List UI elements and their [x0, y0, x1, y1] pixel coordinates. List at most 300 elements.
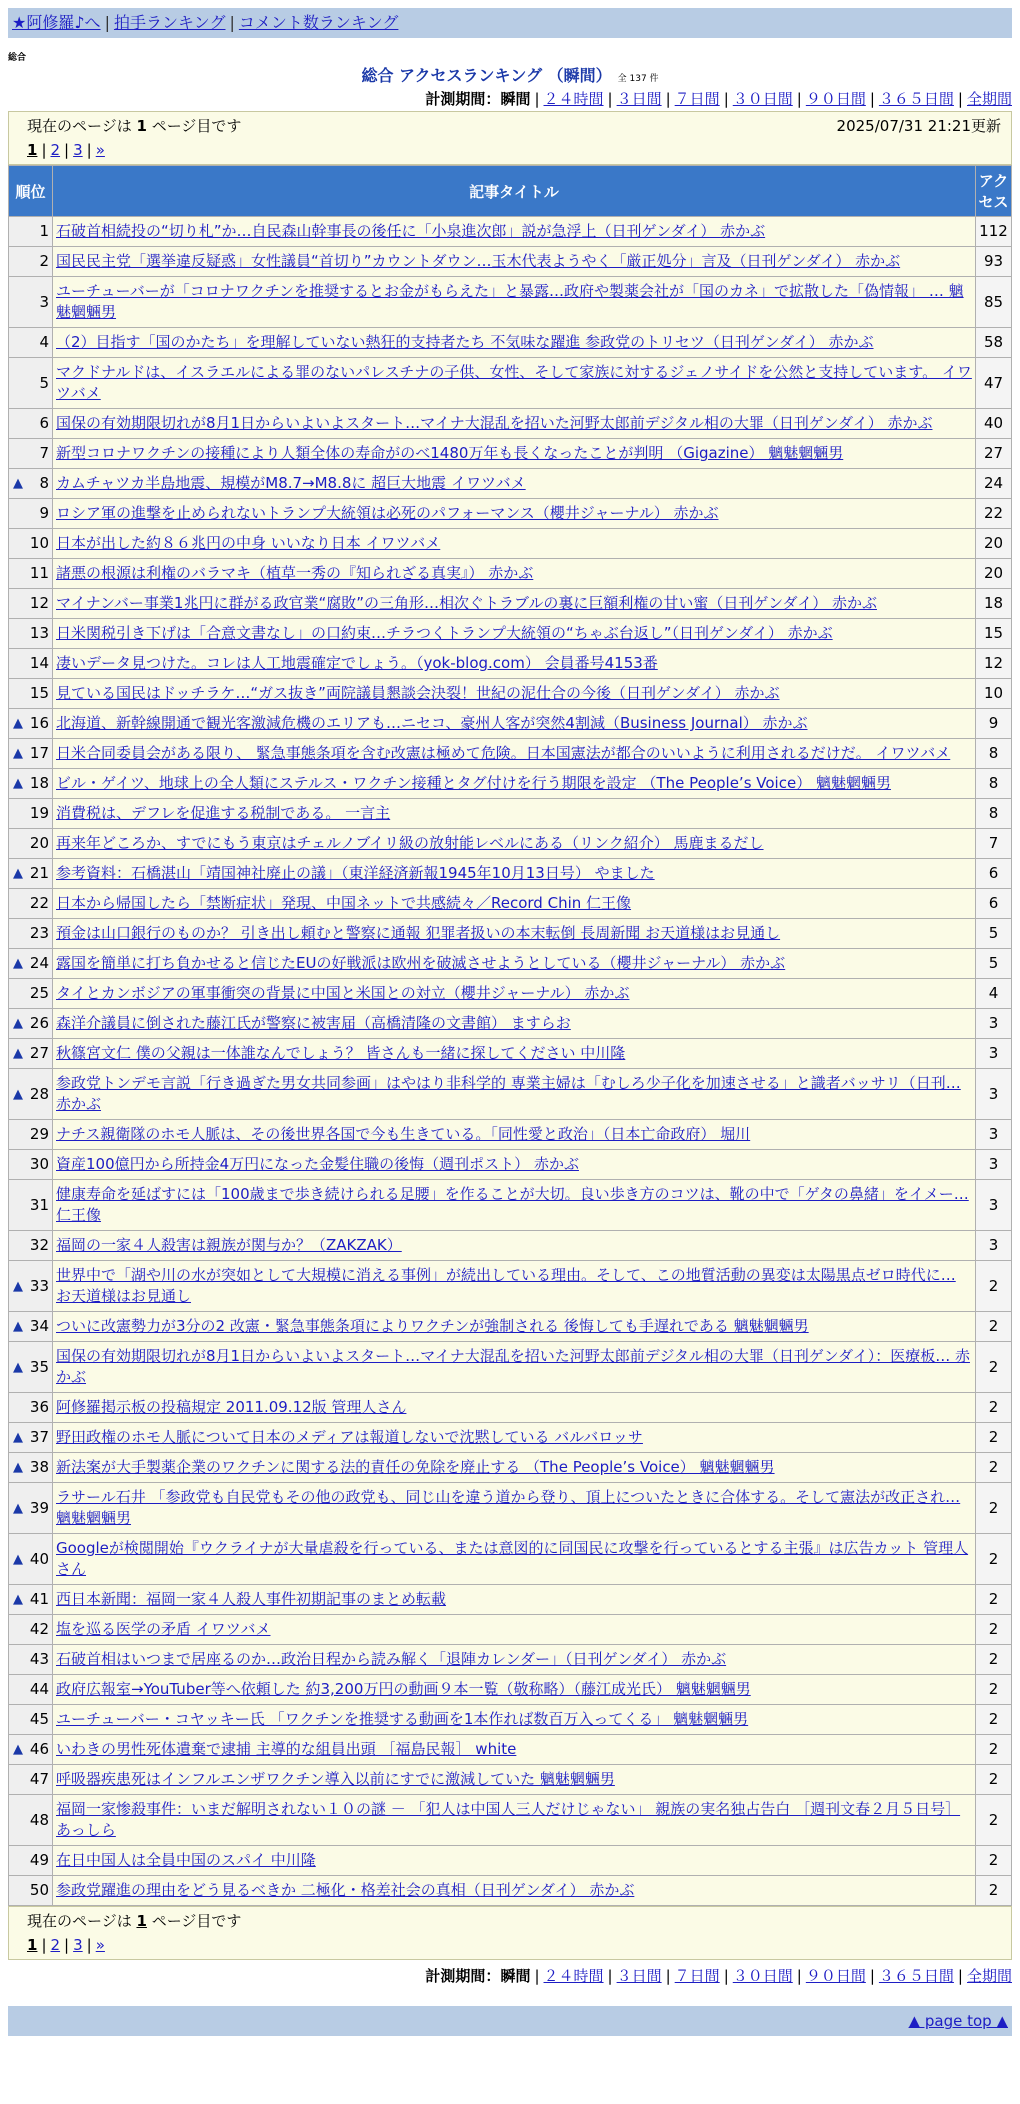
access-count: 24 — [976, 469, 1012, 499]
rank-number: 33 — [29, 1276, 49, 1295]
rank-cell — [9, 1585, 53, 1615]
article-link[interactable]: ビル・ゲイツ、地球上の全人類にステルス・ワクチン接種とタグ付けを行う期限を設定 （The People’s Voice） 魑魅魍魎男 — [56, 774, 891, 792]
rank-cell — [9, 1039, 53, 1069]
next-page-link[interactable]: » — [95, 1936, 105, 1954]
rank-cell — [9, 799, 53, 829]
table-row — [9, 739, 1012, 769]
article-link[interactable]: 参政党躍進の理由をどう見るべきか 二極化・格差社会の真相（日刊ゲンダイ） 赤かぶ — [56, 1881, 635, 1899]
current-page-number: 1 — [27, 141, 38, 159]
title-cell — [53, 709, 976, 739]
table-row — [9, 1735, 1012, 1765]
access-count: 7 — [976, 829, 1012, 859]
arrow-up-icon: ▲ — [13, 866, 23, 881]
period-separator: | — [869, 1967, 875, 1985]
period-option-link[interactable]: 全期間 — [966, 90, 1012, 108]
rank-cell — [9, 1009, 53, 1039]
page-separator: | — [64, 141, 70, 159]
rank-cell — [9, 709, 53, 739]
period-current: 瞬間 — [500, 1967, 531, 1985]
period-option-link[interactable]: ７日間 — [674, 1967, 720, 1985]
access-count: 40 — [976, 409, 1012, 439]
article-link[interactable]: 露国を簡単に打ち負かせると信じたEUの好戦派は欧州を破滅させようとしている（櫻井ジャーナル） 赤かぶ — [56, 954, 786, 972]
access-count: 8 — [976, 799, 1012, 829]
title-cell — [53, 1846, 976, 1876]
period-separator: | — [796, 1967, 802, 1985]
article-link[interactable]: 見ている国民はドッチラケ…“ガス抜き”両院議員懇談会決裂！世紀の泥仕合の今後（日刊ゲンダイ） 赤かぶ — [56, 684, 780, 702]
period-option-link[interactable]: ３０日間 — [732, 90, 793, 108]
period-option-link[interactable]: ２４時間 — [543, 90, 604, 108]
category-label: 総合 — [8, 53, 27, 63]
title-cell — [53, 1069, 976, 1120]
access-count: 20 — [976, 529, 1012, 559]
arrow-up-icon: ▲ — [13, 1046, 23, 1061]
table-row — [9, 1795, 1012, 1846]
access-count: 2 — [976, 1846, 1012, 1876]
next-page-link[interactable]: » — [95, 141, 105, 159]
access-count: 4 — [976, 979, 1012, 1009]
rank-number: 7 — [39, 444, 49, 462]
rank-cell — [9, 358, 53, 409]
title-cell — [53, 1393, 976, 1423]
article-link[interactable]: 健康寿命を延ばすには「100歳まで歩き続けられる足腰」を作ることが大切。良い歩き方のコツは、靴の中で「ゲタの鼻緒」をイメー… 仁王像 — [56, 1185, 969, 1224]
title-cell — [53, 1312, 976, 1342]
title-cell — [53, 1039, 976, 1069]
period-separator: | — [607, 90, 613, 108]
title-cell — [53, 829, 976, 859]
article-link[interactable]: タイとカンボジアの軍事衝突の背景に中国と米国との対立（櫻井ジャーナル） 赤かぶ — [56, 984, 630, 1002]
table-row — [9, 919, 1012, 949]
comment-ranking-link[interactable]: コメント数ランキング — [238, 13, 399, 32]
access-count: 3 — [976, 1069, 1012, 1120]
access-count: 2 — [976, 1534, 1012, 1585]
arrow-up-icon: ▲ — [13, 956, 23, 971]
article-link[interactable]: マイナンバー事業1兆円に群がる政官業“腐敗”の三角形…相次ぐトラブルの裏に巨額利権の甘い蜜（日刊ゲンダイ） 赤かぶ — [56, 594, 877, 612]
arrow-up-icon: ▲ — [13, 1359, 23, 1375]
period-option-link[interactable]: 全期間 — [966, 1967, 1012, 1985]
title-cell — [53, 409, 976, 439]
table-row — [9, 1261, 1012, 1312]
rank-number: 46 — [29, 1740, 49, 1758]
rank-number: 43 — [29, 1650, 49, 1668]
page-title-text: 総合 アクセスランキング （瞬間） — [361, 66, 612, 85]
table-row — [9, 1150, 1012, 1180]
rank-number: 23 — [29, 924, 49, 942]
title-cell — [53, 1534, 976, 1585]
table-row — [9, 217, 1012, 247]
clap-ranking-link[interactable]: 拍手ランキング — [113, 13, 226, 32]
rank-number: 20 — [29, 834, 49, 852]
table-row — [9, 1876, 1012, 1906]
rank-number: 29 — [29, 1125, 49, 1143]
access-count: 2 — [976, 1312, 1012, 1342]
rank-number: 36 — [29, 1398, 49, 1416]
title-cell — [53, 889, 976, 919]
period-option-link[interactable]: ３日間 — [616, 1967, 662, 1985]
updated-time: 2025/07/31 21:21更新 — [836, 117, 1001, 135]
table-row — [9, 277, 1012, 328]
table-row — [9, 1645, 1012, 1675]
period-separator: | — [796, 90, 802, 108]
page-separator: | — [64, 1936, 70, 1954]
article-link[interactable]: 福岡一家惨殺事件：いまだ解明されない１０の謎 － 「犯人は中国人三人だけじゃない」 親族の実名独占告白 ［週刊文春２月５日号］ あっしら — [56, 1800, 961, 1839]
table-row — [9, 1765, 1012, 1795]
title-cell — [53, 649, 976, 679]
table-row — [9, 979, 1012, 1009]
title-cell — [53, 589, 976, 619]
article-link[interactable]: ユーチューバー・コヤッキー氏 「ワクチンを推奨する動画を1本作れば数百万入ってくる」 魑魅魍魎男 — [56, 1710, 749, 1728]
rank-number: 40 — [29, 1549, 49, 1568]
article-link[interactable]: ロシア軍の進撃を止められないトランプ大統領は必死のパフォーマンス（櫻井ジャーナル） 赤かぶ — [56, 504, 719, 522]
rank-number: 18 — [29, 774, 49, 792]
page-link[interactable]: 2 — [50, 1936, 61, 1954]
rank-number: 24 — [29, 954, 49, 972]
rank-cell — [9, 1675, 53, 1705]
rank-number: 37 — [29, 1428, 49, 1446]
rank-number: 45 — [29, 1710, 49, 1728]
rank-cell — [9, 829, 53, 859]
rank-cell — [9, 1180, 53, 1231]
table-row — [9, 859, 1012, 889]
period-separator: | — [665, 1967, 671, 1985]
table-row — [9, 1342, 1012, 1393]
article-link[interactable]: （2）目指す「国のかたち」を理解していない熱狂的支持者たち 不気味な躍進 参政党のトリセツ（日刊ゲンダイ） 赤かぶ — [56, 333, 874, 351]
title-cell — [53, 1675, 976, 1705]
title-cell — [53, 469, 976, 499]
table-row — [9, 1585, 1012, 1615]
pagination — [27, 1933, 1001, 1957]
page-link[interactable]: 3 — [73, 1936, 83, 1954]
rank-cell — [9, 1342, 53, 1393]
access-count: 3 — [976, 1231, 1012, 1261]
title-cell — [53, 358, 976, 409]
access-count: 2 — [976, 1765, 1012, 1795]
article-link[interactable]: 諸悪の根源は利権のバラマキ（植草一秀の『知られざる真実』） 赤かぶ — [56, 564, 534, 582]
title-header: 記事タイトル — [53, 166, 976, 217]
period-separator: | — [869, 90, 875, 108]
rank-cell — [9, 247, 53, 277]
rank-number: 41 — [29, 1590, 49, 1608]
article-link[interactable]: 北海道、新幹線開通で観光客激減危機のエリアも…ニセコ、豪州人客が突然4割減（Business Journal） 赤かぶ — [56, 714, 808, 732]
rank-cell — [9, 679, 53, 709]
rank-number: 1 — [39, 222, 49, 240]
title-cell — [53, 949, 976, 979]
rank-cell — [9, 1312, 53, 1342]
rank-number: 12 — [29, 594, 49, 612]
table-row — [9, 247, 1012, 277]
table-row — [9, 1615, 1012, 1645]
article-link[interactable]: 在日中国人は全員中国のスパイ 中川隆 — [56, 1851, 316, 1869]
rank-number: 3 — [39, 292, 49, 311]
rank-number: 32 — [29, 1236, 49, 1254]
table-row — [9, 409, 1012, 439]
page-link[interactable]: 2 — [50, 141, 61, 159]
rank-cell — [9, 1615, 53, 1645]
access-count: 2 — [976, 1615, 1012, 1645]
rank-number: 39 — [29, 1498, 49, 1517]
article-link[interactable]: ラサール石井 「参政党も自民党もその他の政党も、同じ山を違う道から登り、頂上についたときに合体する。そして憲法が改正され… 魑魅魍魎男 — [56, 1488, 961, 1527]
table-row — [9, 1534, 1012, 1585]
article-link[interactable]: 凄いデータ見つけた。コレは人工地震確定でしょう。（yok-blog.com） 会員番号4153番 — [56, 654, 658, 672]
title-cell — [53, 1150, 976, 1180]
article-link[interactable]: 消費税は、デフレを促進する税制である。 一言主 — [56, 804, 391, 822]
period-separator: | — [534, 90, 540, 108]
period-label: 計測期間： — [425, 1967, 501, 1985]
title-cell — [53, 979, 976, 1009]
arrow-up-icon: ▲ — [13, 746, 23, 761]
access-count: 10 — [976, 679, 1012, 709]
nav-separator: | — [104, 13, 110, 32]
rank-cell — [9, 1876, 53, 1906]
rank-number: 2 — [39, 252, 49, 270]
title-cell — [53, 1342, 976, 1393]
access-count: 3 — [976, 1180, 1012, 1231]
access-count: 8 — [976, 769, 1012, 799]
rank-cell — [9, 919, 53, 949]
article-link[interactable]: 新型コロナワクチンの接種により人類全体の寿命がのべ1480万年も長くなったことが判明 （Gigazine） 魑魅魍魎男 — [56, 444, 844, 462]
article-link[interactable]: 野田政権のホモ人脈について日本のメディアは報道しないで沈黙している バルバロッサ — [56, 1428, 643, 1446]
table-row — [9, 1675, 1012, 1705]
rank-cell — [9, 409, 53, 439]
table-row — [9, 889, 1012, 919]
access-count: 2 — [976, 1483, 1012, 1534]
period-option-link[interactable]: ２４時間 — [543, 1967, 604, 1985]
article-link[interactable]: 日米関税引き下げは「合意文書なし」の口約束…チラつくトランプ大統領の“ちゃぶ台返し”（日刊ゲンダイ） 赤かぶ — [56, 624, 833, 642]
rank-number: 17 — [29, 744, 49, 762]
access-count: 27 — [976, 439, 1012, 469]
article-link[interactable]: 日本が出した約８６兆円の中身 いいなり日本 イワツバメ — [56, 534, 441, 552]
article-link[interactable]: 新法案が大手製薬企業のワクチンに関する法的責任の免除を廃止する （The People’s Voice） 魑魅魍魎男 — [56, 1458, 775, 1476]
article-link[interactable]: Googleが検閲開始『ウクライナが大量虐殺を行っている、または意図的に同国民に攻撃を行っているとする主張』は広告カット 管理人さん — [56, 1539, 969, 1578]
rank-number: 22 — [29, 894, 49, 912]
rank-number: 21 — [29, 864, 49, 882]
period-separator: | — [534, 1967, 540, 1985]
article-link[interactable]: 呼吸器疾患死はインフルエンザワクチン導入以前にすでに激減していた 魑魅魍魎男 — [56, 1770, 615, 1788]
arrow-up-icon: ▲ — [13, 1592, 23, 1607]
rank-number: 30 — [29, 1155, 49, 1173]
access-count: 2 — [976, 1675, 1012, 1705]
period-selector — [0, 87, 1020, 111]
rank-number: 25 — [29, 984, 49, 1002]
table-row — [9, 769, 1012, 799]
title-cell — [53, 1735, 976, 1765]
article-link[interactable]: 預金は山口銀行のものか？ 引き出し頼むと警察に通報 犯罪者扱いの本末転倒 長周新聞 お天道様はお見通し — [56, 924, 781, 942]
article-link[interactable]: 福岡の一家４人殺害は親族が関与か？（ZAKZAK） — [56, 1236, 402, 1254]
page-separator: | — [86, 1936, 92, 1954]
table-row — [9, 619, 1012, 649]
arrow-up-icon: ▲ — [13, 1278, 23, 1294]
title-cell — [53, 529, 976, 559]
page-top-link[interactable]: ▲ page top ▲ — [908, 2012, 1008, 2030]
article-link[interactable]: マクドナルドは、イスラエルによる罪のないパレスチナの子供、女性、そして家族に対するジェノサイドを公然と支持しています。 イワツバメ — [56, 363, 972, 402]
rank-cell — [9, 1069, 53, 1120]
page-separator: | — [41, 1936, 47, 1954]
table-row — [9, 1009, 1012, 1039]
article-link[interactable]: 国民民主党「選挙違反疑惑」女性議員“首切り”カウントダウン…玉木代表ようやく「厳正処分」言及（日刊ゲンダイ） 赤かぶ — [56, 252, 901, 270]
table-row — [9, 1846, 1012, 1876]
article-link[interactable]: 西日本新聞：福岡一家４人殺人事件初期記事のまとめ転載 — [56, 1590, 447, 1608]
rank-cell — [9, 1534, 53, 1585]
rank-cell — [9, 1423, 53, 1453]
rank-cell — [9, 1795, 53, 1846]
pager-box-bottom — [8, 1906, 1012, 1960]
title-cell — [53, 328, 976, 358]
access-count: 3 — [976, 1120, 1012, 1150]
article-link[interactable]: 国保の有効期限切れが8月1日からいよいよスタート…マイナ大混乱を招いた河野太郎前デジタル相の大罪（日刊ゲンダイ）：医療板… 赤かぶ — [56, 1347, 970, 1386]
table-row — [9, 709, 1012, 739]
period-option-link[interactable]: ９０日間 — [805, 1967, 866, 1985]
rank-number: 42 — [29, 1620, 49, 1638]
article-link[interactable]: ついに改憲勢力が3分の2 改憲・緊急事態条項によりワクチンが強制される 後悔しても手遅れである 魑魅魍魎男 — [56, 1317, 809, 1335]
article-link[interactable]: 阿修羅掲示板の投稿規定 2011.09.12版 管理人さん — [56, 1398, 407, 1416]
article-link[interactable]: 国保の有効期限切れが8月1日からいよいよスタート…マイナ大混乱を招いた河野太郎前デジタル相の大罪（日刊ゲンダイ） 赤かぶ — [56, 414, 933, 432]
period-option-link[interactable]: ３６５日間 — [878, 90, 954, 108]
ranking-table — [8, 165, 1012, 1906]
pagination — [27, 138, 1001, 162]
rank-cell — [9, 589, 53, 619]
period-separator: | — [607, 1967, 613, 1985]
page-status: 現在のページは 1 ページ目です — [27, 117, 242, 135]
period-option-link[interactable]: ７日間 — [674, 90, 720, 108]
article-link[interactable]: 世界中で「湖や川の水が突如として大規模に消える事例」が続出している理由。そして、この地質活動の異変は太陽黒点ゼロ時代に… お天道様はお見通し — [56, 1266, 956, 1305]
arrow-up-icon: ▲ — [13, 1016, 23, 1031]
title-cell — [53, 1876, 976, 1906]
article-link[interactable]: 参政党トンデモ言説「行き過ぎた男女共同参画」はやはり非科学的 専業主婦は「むしろ少子化を加速させる」と識者バッサリ（日刊… 赤かぶ — [56, 1074, 961, 1113]
title-cell — [53, 1705, 976, 1735]
article-link[interactable]: 塩を巡る医学の矛盾 イワツバメ — [56, 1620, 271, 1638]
rank-number: 28 — [29, 1084, 49, 1103]
period-separator: | — [957, 1967, 963, 1985]
footer-bar — [8, 2006, 1012, 2036]
arrow-up-icon: ▲ — [13, 716, 23, 731]
table-header-row — [9, 166, 1012, 217]
rank-number: 49 — [29, 1851, 49, 1869]
rank-cell — [9, 439, 53, 469]
rank-number: 44 — [29, 1680, 49, 1698]
article-link[interactable]: カムチャツカ半島地震、規模がM8.7→M8.8に 超巨大地震 イワツバメ — [56, 474, 526, 492]
table-row — [9, 799, 1012, 829]
access-count: 93 — [976, 247, 1012, 277]
asyura-home-link[interactable]: ★阿修羅♪へ — [12, 13, 101, 32]
table-row — [9, 559, 1012, 589]
arrow-up-icon: ▲ — [13, 1460, 23, 1475]
article-link[interactable]: いわきの男性死体遺棄で逮捕 主導的な組員出頭 ［福島民報］ white — [56, 1740, 517, 1758]
title-cell — [53, 1585, 976, 1615]
article-link[interactable]: 秋篠宮文仁 僕の父親は一体誰なんでしょう？ 皆さんも一緒に探してください 中川隆 — [56, 1044, 626, 1062]
article-link[interactable]: 日本から帰国したら「禁断症状」発現、中国ネットで共感続々／Record Chin 仁王像 — [56, 894, 632, 912]
table-row — [9, 1180, 1012, 1231]
table-row — [9, 358, 1012, 409]
access-count: 58 — [976, 328, 1012, 358]
access-count: 2 — [976, 1585, 1012, 1615]
access-count: 85 — [976, 277, 1012, 328]
title-cell — [53, 739, 976, 769]
period-option-link[interactable]: ９０日間 — [805, 90, 866, 108]
period-separator: | — [723, 90, 729, 108]
article-link[interactable]: 森洋介議員に倒された藤江氏が警察に被害届（高橋清隆の文書館） ますらお — [56, 1014, 571, 1032]
rank-cell — [9, 1120, 53, 1150]
table-row — [9, 829, 1012, 859]
table-row — [9, 1039, 1012, 1069]
title-cell — [53, 1483, 976, 1534]
arrow-up-icon: ▲ — [13, 1500, 23, 1516]
period-separator: | — [665, 90, 671, 108]
title-cell — [53, 277, 976, 328]
nav-separator: | — [229, 13, 235, 32]
page-separator: | — [41, 141, 47, 159]
period-option-link[interactable]: ３０日間 — [732, 1967, 793, 1985]
rank-number: 38 — [29, 1458, 49, 1476]
title-cell — [53, 1795, 976, 1846]
rank-cell — [9, 1705, 53, 1735]
page-link[interactable]: 3 — [73, 141, 83, 159]
access-count: 3 — [976, 1150, 1012, 1180]
article-link[interactable]: 再来年どころか、すでにもう東京はチェルノブイリ級の放射能レベルにある（リンク紹介） 馬鹿まるだし — [56, 834, 764, 852]
article-link[interactable]: 政府広報室→YouTuber等へ依頼した 約3,200万円の動画９本一覧（敬称略）（藤江成光氏） 魑魅魍魎男 — [56, 1680, 751, 1698]
access-count: 3 — [976, 1039, 1012, 1069]
title-cell — [53, 919, 976, 949]
table-row — [9, 499, 1012, 529]
rank-number: 31 — [29, 1195, 49, 1214]
article-link[interactable]: ナチス親衛隊のホモ人脈は、その後世界各国で今も生きている。「同性愛と政治」（日本亡命政府） 堀川 — [56, 1125, 751, 1143]
rank-cell — [9, 889, 53, 919]
table-row — [9, 949, 1012, 979]
access-count: 6 — [976, 889, 1012, 919]
access-count: 2 — [976, 1342, 1012, 1393]
rank-cell — [9, 277, 53, 328]
title-cell — [53, 679, 976, 709]
rank-number: 15 — [29, 684, 49, 702]
period-option-link[interactable]: ３６５日間 — [878, 1967, 954, 1985]
article-link[interactable]: 資産100億円から所持金4万円になった金髪住職の後悔（週刊ポスト） 赤かぶ — [56, 1155, 579, 1173]
article-link[interactable]: 石破首相続投の“切り札”か…自民森山幹事長の後任に「小泉進次郎」説が急浮上（日刊ゲンダイ） 赤かぶ — [56, 222, 766, 240]
article-link[interactable]: ユーチューバーが「コロナワクチンを推奨するとお金がもらえた」と暴露…政府や製薬会社が「国のカネ」で拡散した「偽情報」 … 魑魅魍魎男 — [56, 282, 964, 321]
access-count: 2 — [976, 1705, 1012, 1735]
page-separator: | — [86, 141, 92, 159]
table-row — [9, 1231, 1012, 1261]
period-option-link[interactable]: ３日間 — [616, 90, 662, 108]
period-current: 瞬間 — [500, 90, 531, 108]
rank-cell — [9, 769, 53, 799]
title-cell — [53, 1180, 976, 1231]
rank-cell — [9, 559, 53, 589]
access-count: 112 — [976, 217, 1012, 247]
table-row — [9, 1423, 1012, 1453]
title-cell — [53, 439, 976, 469]
rank-number: 14 — [29, 654, 49, 672]
table-row — [9, 529, 1012, 559]
rank-number: 50 — [29, 1881, 49, 1899]
article-link[interactable]: 参考資料：石橋湛山「靖国神社廃止の議」（東洋経済新報1945年10月13日号） やました — [56, 864, 655, 882]
article-link[interactable]: 石破首相はいつまで居座るのか…政治日程から読み解く「退陣カレンダー」（日刊ゲンダイ） 赤かぶ — [56, 1650, 727, 1668]
article-link[interactable]: 日米合同委員会がある限り、 緊急事態条項を含む改憲は極めて危険。日本国憲法が都合のいいように利用されるだけだ。 イワツバメ — [56, 744, 951, 762]
top-nav-bar — [8, 8, 1012, 38]
rank-cell — [9, 1261, 53, 1312]
title-cell — [53, 1645, 976, 1675]
rank-number: 16 — [29, 714, 49, 732]
title-cell — [53, 859, 976, 889]
rank-cell — [9, 1735, 53, 1765]
arrow-up-icon: ▲ — [13, 1742, 23, 1757]
access-count: 20 — [976, 559, 1012, 589]
period-separator: | — [957, 90, 963, 108]
title-cell — [53, 769, 976, 799]
period-label: 計測期間： — [425, 90, 501, 108]
rank-number: 27 — [29, 1044, 49, 1062]
rank-number: 10 — [29, 534, 49, 552]
access-count: 2 — [976, 1393, 1012, 1423]
title-cell — [53, 1009, 976, 1039]
title-cell — [53, 1120, 976, 1150]
